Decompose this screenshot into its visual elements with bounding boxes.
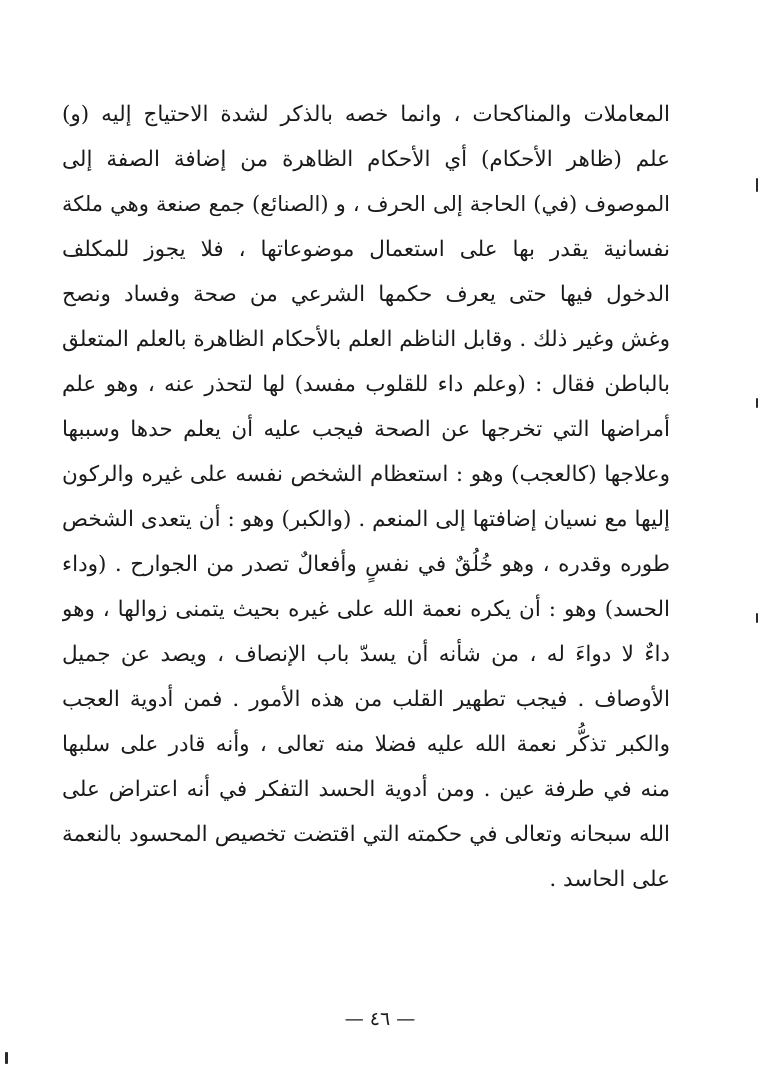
text-line-6: وغش وغير ذلك . وقابل الناظم العلم بالأحكام الظاهرة بالعلم المتعلق	[62, 327, 670, 352]
text-line-18: على الحاسد .	[549, 867, 670, 892]
text-line-15: والكبر تذكُّر نعمة الله عليه فضلا منه تعالى ، وأنه قادر على سلبها	[62, 732, 670, 757]
text-line-7: بالباطن فقال : (وعلم داء للقلوب مفسد) لها لتحذر عنه ، وهو علم	[62, 372, 670, 397]
scan-edge-mark	[756, 613, 758, 623]
scan-edge-mark	[756, 178, 758, 192]
text-line-5: الدخول فيها حتى يعرف حكمها الشرعي من صحة وفساد ونصح	[62, 282, 670, 307]
scan-edge-mark	[756, 398, 758, 408]
text-line-13: داءٌ لا دواءَ له ، من شأنه أن يسدّ باب الإنصاف ، ويصد عن جميل	[62, 642, 670, 667]
scan-edge-mark	[5, 1052, 8, 1064]
text-line-9: وعلاجها (كالعجب) وهو : استعظام الشخص نفسه على غيره والركون	[62, 462, 670, 487]
text-line-3: الموصوف (في) الحاجة إلى الحرف ، و (الصنائع) جمع صنعة وهي ملكة	[62, 192, 670, 216]
text-line-11: طوره وقدره ، وهو خُلُقٌ في نفسٍ وأفعالٌ تصدر من الجوارح . (وداء	[62, 552, 670, 577]
text-line-17: الله سبحانه وتعالى في حكمته التي اقتضت تخصيص المحسود بالنعمة	[62, 822, 670, 847]
text-line-16: منه في طرفة عين . ومن أدوية الحسد التفكر في أنه اعتراض على	[62, 777, 670, 802]
text-line-8: أمراضها التي تخرجها عن الصحة فيجب عليه أن يعلم حدها وسببها	[62, 417, 670, 442]
text-line-14: الأوصاف . فيجب تطهير القلب من هذه الأمور . فمن أدوية العجب	[62, 687, 670, 712]
text-line-2: علم (ظاهر الأحكام) أي الأحكام الظاهرة من إضافة الصفة إلى	[62, 147, 670, 172]
text-line-4: نفسانية يقدر بها على استعمال موضوعاتها ، فلا يجوز للمكلف	[62, 237, 670, 262]
body-text	[62, 92, 670, 902]
text-line-1: المعاملات والمناكحات ، وانما خصه بالذكر لشدة الاحتياج إليه (و)	[62, 102, 670, 127]
page-number: — ٤٦ —	[344, 1008, 416, 1030]
text-line-12: الحسد) وهو : أن يكره نعمة الله على غيره بحيث يتمنى زوالها ، وهو	[62, 597, 670, 622]
text-line-10: إليها مع نسيان إضافتها إلى المنعم . (والكبر) وهو : أن يتعدى الشخص	[62, 507, 670, 532]
